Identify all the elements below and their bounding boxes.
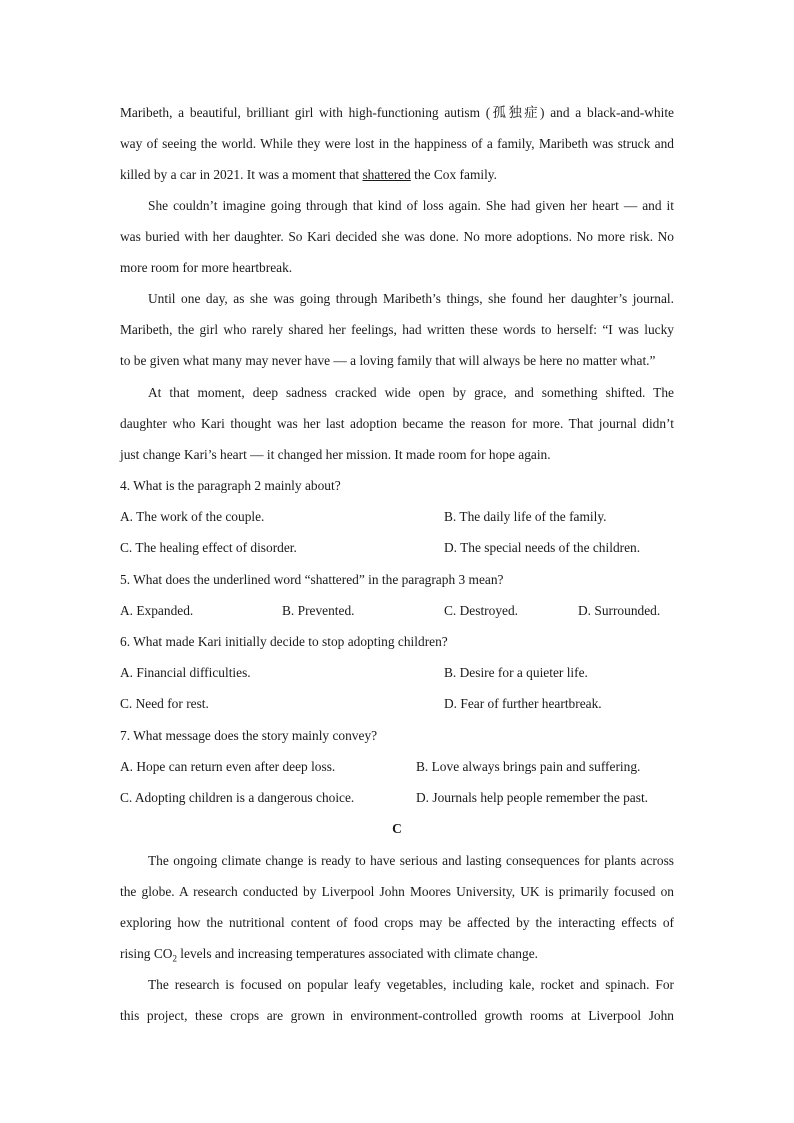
question-5-option-c: C. Destroyed. — [444, 603, 519, 618]
question-4-stem: 4. What is the paragraph 2 mainly about? — [120, 478, 341, 493]
question-4-option-c: C. The healing effect of disorder. — [120, 540, 297, 555]
text-line: The ongoing climate change is ready to have serious and lasting consequences for plants across — [148, 853, 674, 868]
passage-c-paragraph-2 — [120, 969, 674, 1031]
question-4-option-a: A. The work of the couple. — [120, 509, 265, 524]
passage-b-paragraph-1 — [120, 97, 674, 190]
question-7-option-a: A. Hope can return even after deep loss. — [120, 759, 336, 774]
text-line: At that moment, deep sadness cracked wide open by grace, and something shifted. The — [148, 385, 674, 400]
question-7-stem: 7. What message does the story mainly convey? — [120, 728, 378, 743]
text-line — [120, 159, 674, 190]
subscript: 2 — [172, 953, 177, 964]
text-line: way of seeing the world. While they were lost in the happiness of a family, Maribeth was struck and — [120, 136, 674, 151]
text-line: was buried with her daughter. So Kari decided she was done. No more adoptions. No more risk. No — [120, 229, 674, 244]
text-line: more room for more heartbreak. — [120, 260, 293, 275]
text-line: Until one day, as she was going through Maribeth’s things, she found her daughter’s journal. — [148, 291, 674, 306]
text-line: exploring how the nutritional content of food crops may be affected by the interacting effects of — [120, 915, 674, 930]
question-5-stem: 5. What does the underlined word “shattered” in the paragraph 3 mean? — [120, 572, 504, 587]
question-5-option-d: D. Surrounded. — [578, 603, 661, 618]
text-line: just change Kari’s heart — it changed her mission. It made room for hope again. — [120, 447, 551, 462]
underlined-word: shattered — [362, 167, 411, 182]
passage-b-paragraph-2 — [120, 190, 674, 283]
passage-c-paragraph-1 — [120, 845, 674, 969]
text-line: this project, these crops are grown in environment-controlled growth rooms at Liverpool John — [120, 1008, 674, 1023]
question-6-stem: 6. What made Kari initially decide to stop adopting children? — [120, 634, 448, 649]
question-6-option-a: A. Financial difficulties. — [120, 665, 251, 680]
question-4-option-d: D. The special needs of the children. — [444, 540, 641, 555]
text-fragment: killed by a car in 2021. It was a moment that — [120, 167, 363, 182]
passage-b-paragraph-4 — [120, 377, 674, 470]
text-line: daughter who Kari thought was her last adoption became the reason for more. That journal didn’t — [120, 416, 674, 431]
text-line: Maribeth, the girl who rarely shared her feelings, had written these words to herself: “I was lucky — [120, 322, 674, 337]
question-6-option-c: C. Need for rest. — [120, 696, 209, 711]
question-7-option-d: D. Journals help people remember the past. — [416, 790, 649, 805]
passage-b-paragraph-3 — [120, 283, 674, 376]
text-line: to be given what many may never have — a loving family that will always be here no matter what.” — [120, 353, 656, 368]
question-7-option-c: C. Adopting children is a dangerous choice. — [120, 790, 355, 805]
question-5-option-a: A. Expanded. — [120, 603, 194, 618]
question-6-option-d: D. Fear of further heartbreak. — [444, 696, 602, 711]
question-4-option-b: B. The daily life of the family. — [444, 509, 607, 524]
question-7-option-b: B. Love always brings pain and suffering. — [416, 759, 641, 774]
text-line: the globe. A research conducted by Liverpool John Moores University, UK is primarily focused on — [120, 884, 674, 899]
text-fragment: rising CO — [120, 946, 173, 961]
text-fragment: levels and increasing temperatures associated with climate change. — [176, 946, 538, 961]
question-5-option-b: B. Prevented. — [282, 603, 355, 618]
section-heading: C — [392, 821, 402, 836]
text-fragment: the Cox family. — [410, 167, 497, 182]
question-6-option-b: B. Desire for a quieter life. — [444, 665, 588, 680]
text-line — [120, 938, 674, 969]
text-line: She couldn’t imagine going through that kind of loss again. She had given her heart — and it — [148, 198, 674, 213]
text-line: The research is focused on popular leafy vegetables, including kale, rocket and spinach. For — [148, 977, 674, 992]
text-line: Maribeth, a beautiful, brilliant girl with high-functioning autism (孤独症) and a black-and-white — [120, 105, 674, 120]
